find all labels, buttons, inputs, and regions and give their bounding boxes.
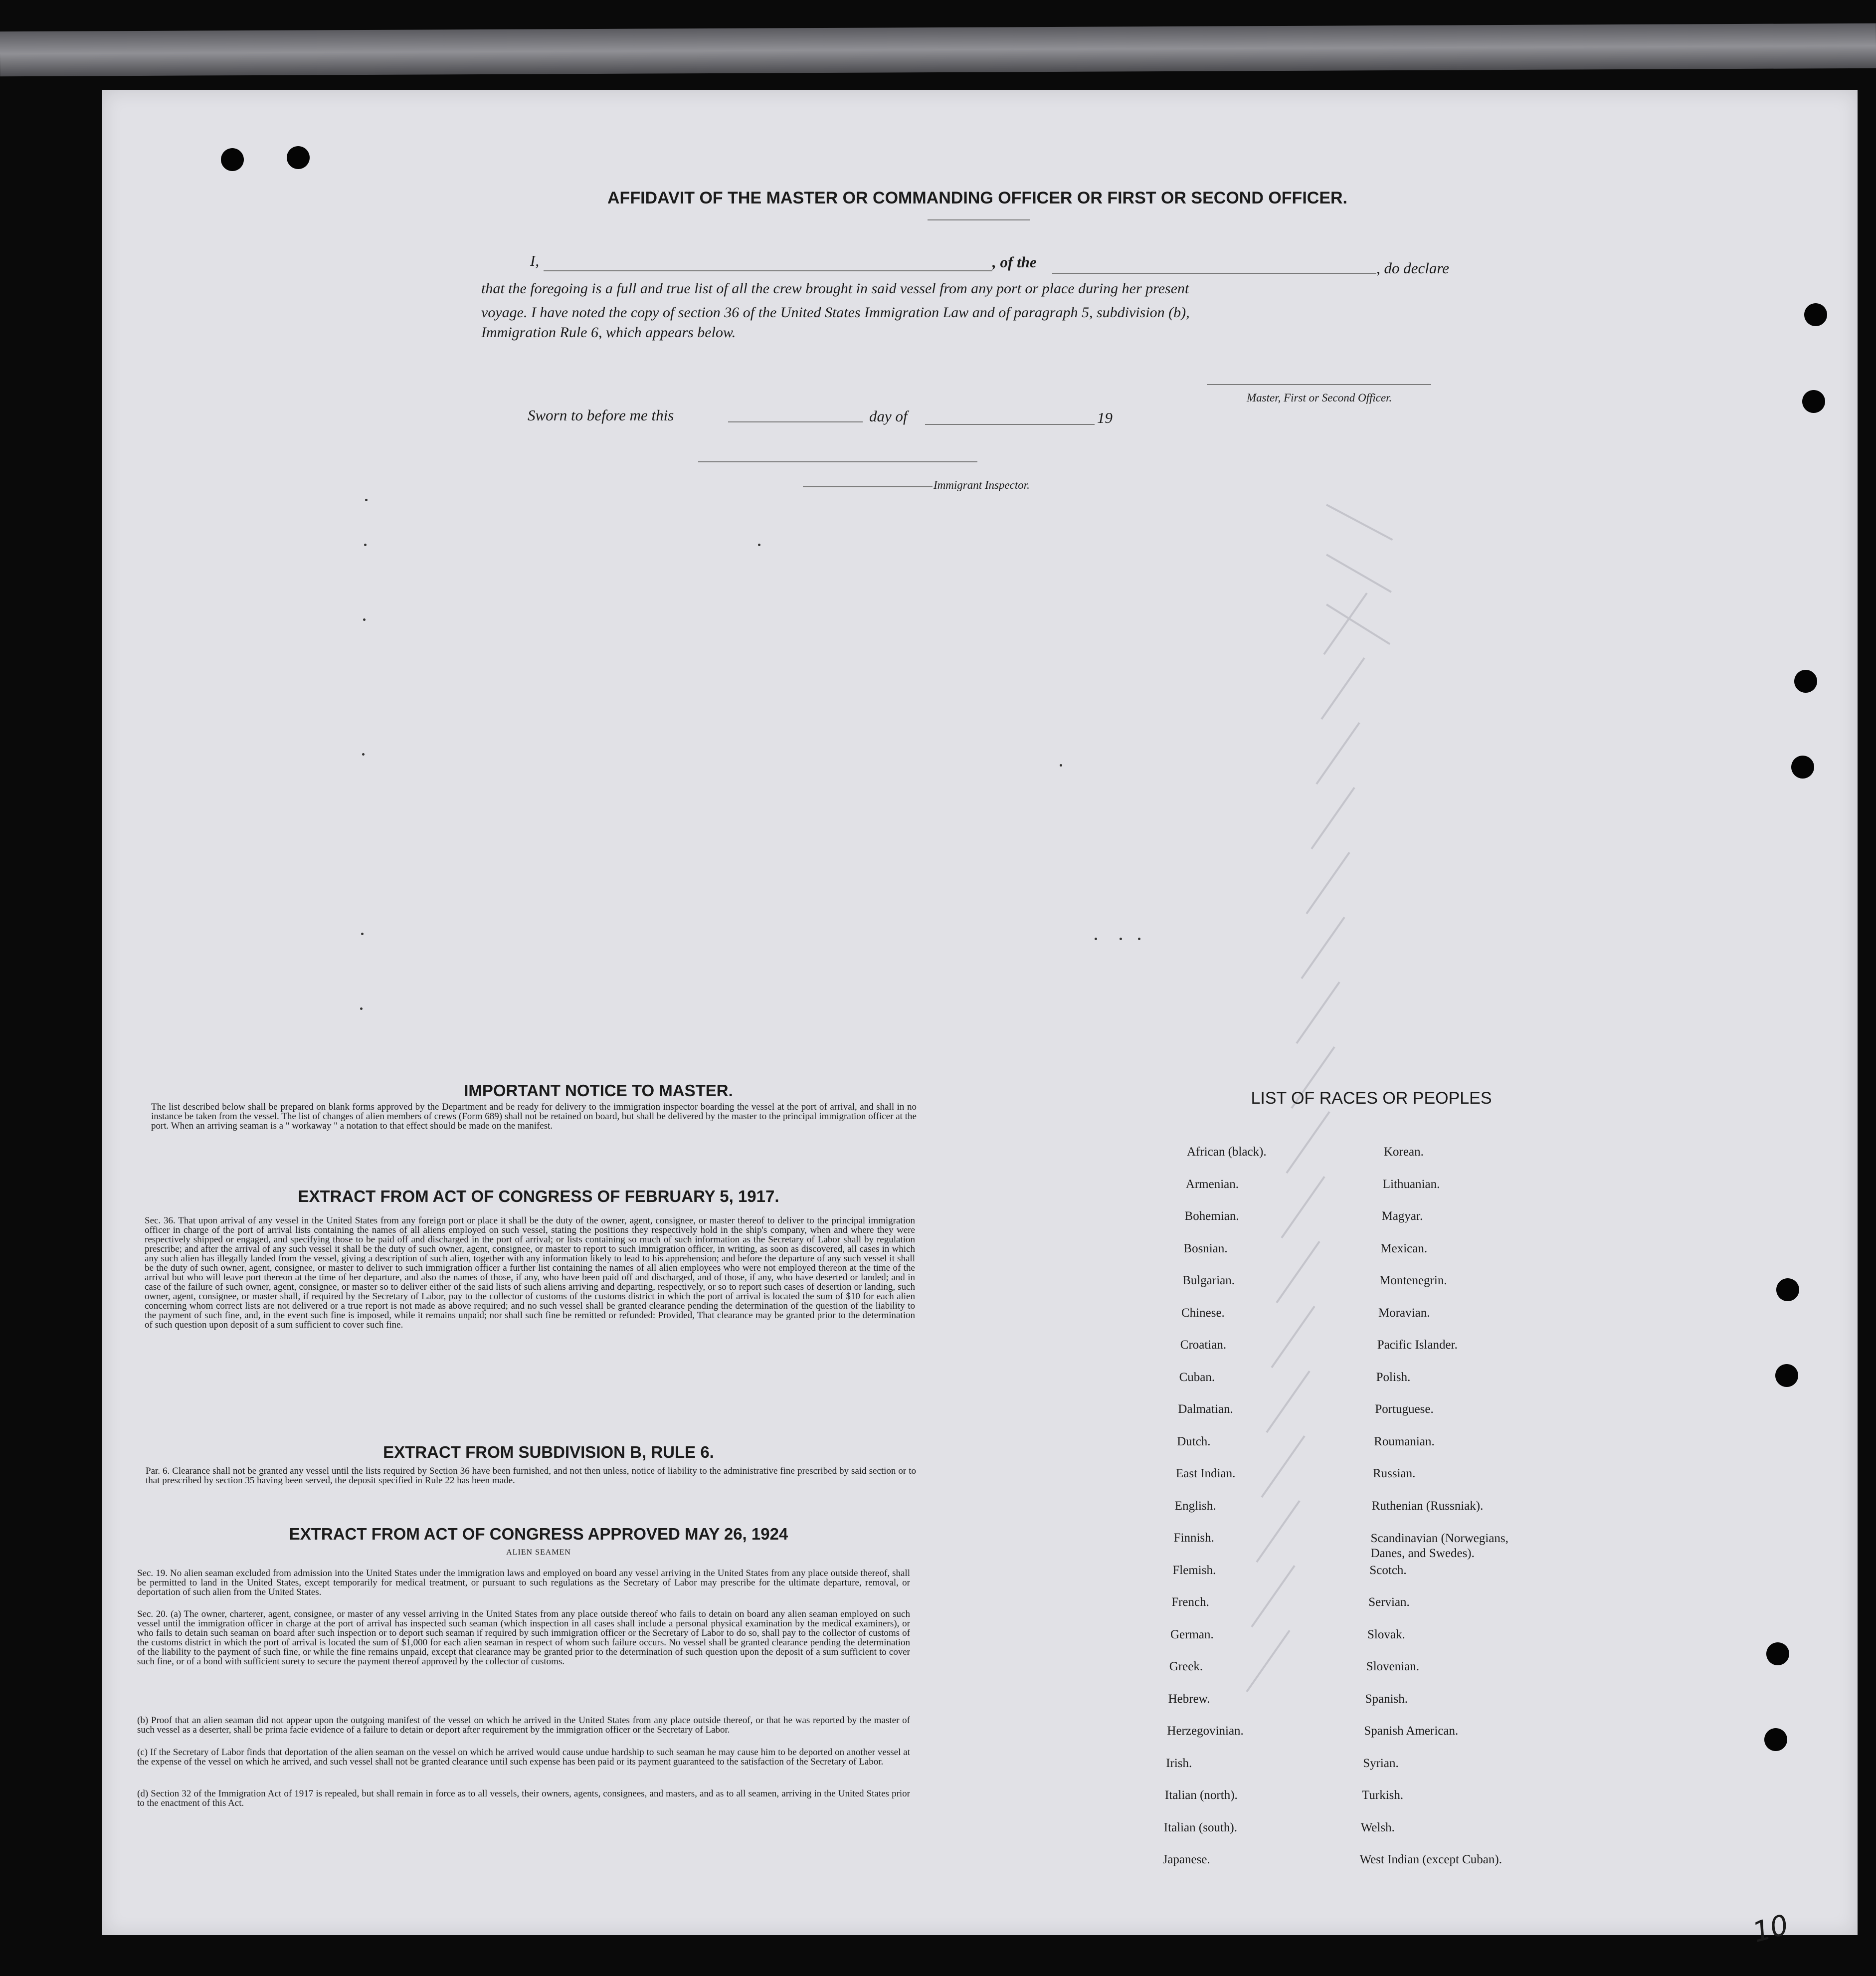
race-entry: French.: [1171, 1595, 1209, 1609]
margin-page-number: 10: [1749, 1908, 1792, 1950]
notice-title: IMPORTANT NOTICE TO MASTER.: [464, 1081, 733, 1100]
affiant-label: I,: [530, 252, 540, 269]
extract-1924-subtitle: ALIEN SEAMEN: [506, 1548, 571, 1557]
stray-mark: [1095, 938, 1097, 940]
inspector-signature-field-upper[interactable]: [698, 461, 977, 462]
race-entry: Armenian.: [1185, 1177, 1239, 1191]
affidavit-title: AFFIDAVIT OF THE MASTER OR COMMANDING OFFICER OR FIRST OR SECOND OFFICER.: [607, 189, 1347, 207]
stray-mark: [758, 544, 760, 546]
race-entry: Ruthenian (Russniak).: [1371, 1499, 1484, 1513]
race-entry: Polish.: [1376, 1370, 1411, 1384]
race-entry: Italian (south).: [1163, 1820, 1237, 1834]
stray-mark: [365, 499, 368, 501]
declare-label: , do declare: [1376, 259, 1450, 277]
extract-1924-sec20a: Sec. 20. (a) The owner, charterer, agent, consignee, or master of any vessel arriving in the United States from any place outside thereof who fails to detain on board any alien seaman employed on such vessel until the immigration officer in charge at the port of arrival has inspected such seaman (which inspection in all cases shall include a personal physical examination by the medical examiners), or who fails to detain such seaman on board after such inspection or to deport such seaman if required by such immigration officer or the Secretary of Labor to do so, shall pay to the collector of customs of the customs district in which the port of arrival is located the sum of $1,000 for each alien seaman in respect of whom such failure occurs. No vessel shall be granted clearance pending the determination of the liability to the payment of such fine, or while the fine remains unpaid, except that clearance may be granted prior to the determination of such question upon the deposit of a sum sufficient to cover such fine, or of a bond with sufficient surety to secure the payment thereof approved by the collector of customs.: [137, 1609, 910, 1667]
race-entry: Portuguese.: [1375, 1402, 1434, 1416]
punch-hole: [287, 146, 310, 169]
notice-text: The list described below shall be prepared on blank forms approved by the Department and be ready for delivery to the immigration inspector boarding the vessel at the port of arrival, and shall in no instance be taken from the vessel. The list of changes of alien members of crews (Form 689) shall not be retained on board, but shall be delivered by the master to the principal immigration officer at the port. When an arriving seaman is a " workaway " a notation to that effect should be made on the manifest.: [151, 1102, 917, 1131]
race-entry: Bulgarian.: [1182, 1274, 1235, 1287]
punch-hole: [1776, 1278, 1799, 1301]
extract-1924-sec20c: (c) If the Secretary of Labor finds that deportation of the alien seaman on the vessel on which he arrived would cause undue hardship to such seaman he may cause him to be deported on another vessel at the expense of the vessel on which he arrived, and such vessel shall not be granted clearance until such expense has been paid or its payment guaranteed to the satisfaction of the Secretary of Labor.: [137, 1747, 910, 1767]
race-entry: Japanese.: [1162, 1853, 1210, 1866]
race-entry: Bohemian.: [1184, 1209, 1239, 1223]
race-entry: Chinese.: [1181, 1306, 1225, 1320]
affidavit-body-line3: Immigration Rule 6, which appears below.: [481, 324, 736, 341]
inspector-caption: Immigrant Inspector.: [934, 479, 1030, 491]
extract-1924-sec20d: (d) Section 32 of the Immigration Act of 1917 is repealed, but shall remain in force as to all vessels, their owners, agents, consignees, and masters, and as to all seamen, arriving in the United States prior to the enactment of this Act.: [137, 1788, 910, 1808]
title-rule: [928, 219, 1030, 220]
race-entry: Mexican.: [1380, 1241, 1428, 1255]
year-prefix: 19: [1097, 409, 1113, 426]
race-entry: Moravian.: [1378, 1306, 1430, 1320]
race-entry: Russian.: [1373, 1467, 1416, 1480]
race-entry: Magyar.: [1381, 1209, 1423, 1223]
sworn-day-field[interactable]: [728, 421, 863, 422]
extract-1924-title: EXTRACT FROM ACT OF CONGRESS APPROVED MAY 26, 1924: [289, 1525, 788, 1543]
scanner-edge-strip: [0, 23, 1876, 76]
race-entry: Dalmatian.: [1178, 1402, 1233, 1416]
stray-mark: [362, 753, 365, 756]
race-entry: Scotch.: [1369, 1563, 1407, 1577]
race-entry: Hebrew.: [1168, 1692, 1210, 1706]
officer-signature-field[interactable]: [1207, 384, 1431, 385]
race-entry: East Indian.: [1176, 1467, 1236, 1480]
rule6-title: EXTRACT FROM SUBDIVISION B, RULE 6.: [383, 1443, 714, 1461]
race-entry: Slovak.: [1367, 1627, 1405, 1641]
stray-mark: [361, 933, 364, 935]
race-entry: Lithuanian.: [1382, 1177, 1440, 1191]
race-entry: Cuban.: [1179, 1370, 1215, 1384]
punch-hole: [1804, 303, 1827, 326]
race-entry: Dutch.: [1177, 1434, 1211, 1448]
affidavit-body-line1: that the foregoing is a full and true list of all the crew brought in said vessel from any port or place during her present: [481, 280, 1189, 297]
rule6-text: Par. 6. Clearance shall not be granted any vessel until the lists required by Section 36 have been furnished, and not then unless, notice of liability to the administrative fine prescribed by said section or to that prescribed by section 35 having been served, the deposit specified in Rule 22 has been made.: [146, 1466, 916, 1486]
punch-hole: [1764, 1728, 1787, 1751]
race-entry: Irish.: [1166, 1756, 1192, 1770]
race-entry: Italian (north).: [1165, 1788, 1238, 1802]
vessel-name-field[interactable]: [1052, 273, 1376, 274]
officer-signature-caption: Master, First or Second Officer.: [1247, 392, 1392, 404]
stray-mark: [1138, 938, 1140, 940]
race-entry: Croatian.: [1180, 1338, 1227, 1352]
race-entry: Syrian.: [1363, 1756, 1399, 1770]
stray-mark: [1120, 938, 1122, 940]
stray-mark: [363, 618, 366, 621]
punch-hole: [221, 148, 244, 171]
race-entry: Bosnian.: [1183, 1241, 1228, 1255]
race-entry: Flemish.: [1172, 1563, 1216, 1577]
sworn-month-field[interactable]: [925, 424, 1095, 425]
race-entry: Greek.: [1169, 1660, 1203, 1673]
race-entry: Korean.: [1384, 1145, 1424, 1159]
extract-1924-sec20b: (b) Proof that an alien seaman did not appear upon the outgoing manifest of the vessel on which he arrived in the United States from any place outside thereof, or that he was reported by the master of such vessel as a deserter, shall be prima facie evidence of a failure to detain or deport after requirement by the immigration officer or the Secretary of Labor.: [137, 1715, 910, 1735]
inspector-signature-field[interactable]: [803, 486, 933, 487]
sworn-label: Sworn to before me this: [528, 406, 674, 424]
races-title: LIST OF RACES OR PEOPLES: [1251, 1089, 1492, 1108]
affiant-name-field[interactable]: [544, 270, 992, 271]
day-of-label: day of: [869, 407, 908, 425]
extract-1924-sec19: Sec. 19. No alien seaman excluded from admission into the United States under the immigration laws and employed on board any vessel arriving in the United States from any place outside thereof, shall be permitted to land in the United States, except temporarily for medical treatment, or pursuant to such regulations as the Secretary of Labor may prescribe for the ultimate departure, removal, or deportation of such alien from the United States.: [137, 1568, 910, 1597]
race-entry: English.: [1174, 1499, 1216, 1513]
punch-hole: [1794, 670, 1817, 693]
vessel-label: , of the: [992, 253, 1037, 271]
race-entry: Herzegovinian.: [1167, 1724, 1244, 1738]
stray-mark: [364, 544, 367, 546]
race-entry: Roumanian.: [1374, 1434, 1435, 1448]
race-entry: Spanish American.: [1364, 1724, 1459, 1738]
extract-1917-text: Sec. 36. That upon arrival of any vessel in the United States from any foreign port or place it shall be the duty of the owner, agent, consignee, or master thereof to deliver to the principal immigration officer in charge of the port of arrival lists containing the names of all aliens employed on such vessel, stating the positions they respectively hold in the ship's company, when and where they were respectively shipped or engaged, and specifying those to be paid off and discharged in the port of arrival; or lists containing so much of such information as the Secretary of Labor shall by regulation prescribe; and after the arrival of any such vessel it shall be the duty of such owner, agent, consignee, or master to report to such immigration officer, in writing, as soon as discovered, all cases in which any such alien has illegally landed from the vessel, giving a description of such alien, together with any information likely to lead to his apprehension; and before the departure of any such vessel it shall be the duty of such owner, agent, consignee, or master to deliver to such immigration officer a further list containing the names of all alien employees who were not employed thereon at the time of the arrival but who will leave port thereon at the time of her departure, and also the names of those, if any, who have been paid off and discharged, and of those, if any, who have deserted or landed; and in case of the failure of such owner, agent, consignee, or master so to deliver either of the said lists of such aliens arriving and departing, respectively, or so to report such cases of desertion or landing, such owner, agent, consignee, or master shall, if required by the Secretary of Labor, pay to the collector of customs of the customs district in which the port of arrival is located the sum of $10 for each alien concerning whom correct lists are not delivered or a true report is not made as above required; and no such vessel shall be granted clearance pending the determination of the question of the liability to the payment of such fine, and, in the event such fine is imposed, while it remains unpaid; nor shall such fine be remitted or refunded: Provided, That clearance may be granted prior to the determination of such question upon deposit of a sum sufficient to cover such fine.: [145, 1215, 915, 1330]
race-entry: Welsh.: [1360, 1820, 1395, 1834]
race-entry: Slovenian.: [1366, 1660, 1420, 1673]
punch-hole: [1802, 390, 1825, 413]
extract-1917-title: EXTRACT FROM ACT OF CONGRESS OF FEBRUARY 5, 1917.: [298, 1187, 779, 1205]
race-entry: Turkish.: [1362, 1788, 1404, 1802]
stray-mark: [1060, 764, 1062, 767]
race-entry: German.: [1170, 1627, 1214, 1641]
race-entry: African (black).: [1187, 1145, 1267, 1159]
punch-hole: [1791, 756, 1814, 779]
race-entry: Pacific Islander.: [1377, 1338, 1458, 1352]
punch-hole: [1775, 1364, 1798, 1387]
race-entry: Servian.: [1368, 1595, 1410, 1609]
affidavit-body-line2: voyage. I have noted the copy of section 36 of the United States Immigration Law and of paragraph 5, subdivision (b),: [481, 304, 1190, 321]
stray-mark: [360, 1007, 363, 1010]
race-entry: Finnish.: [1173, 1531, 1214, 1545]
race-entry: Spanish.: [1365, 1692, 1408, 1706]
punch-hole: [1766, 1642, 1789, 1665]
race-entry: Scandinavian (Norwegians, Danes, and Swedes).: [1370, 1532, 1508, 1560]
race-entry: Montenegrin.: [1379, 1274, 1447, 1287]
race-entry: West Indian (except Cuban).: [1359, 1853, 1502, 1866]
